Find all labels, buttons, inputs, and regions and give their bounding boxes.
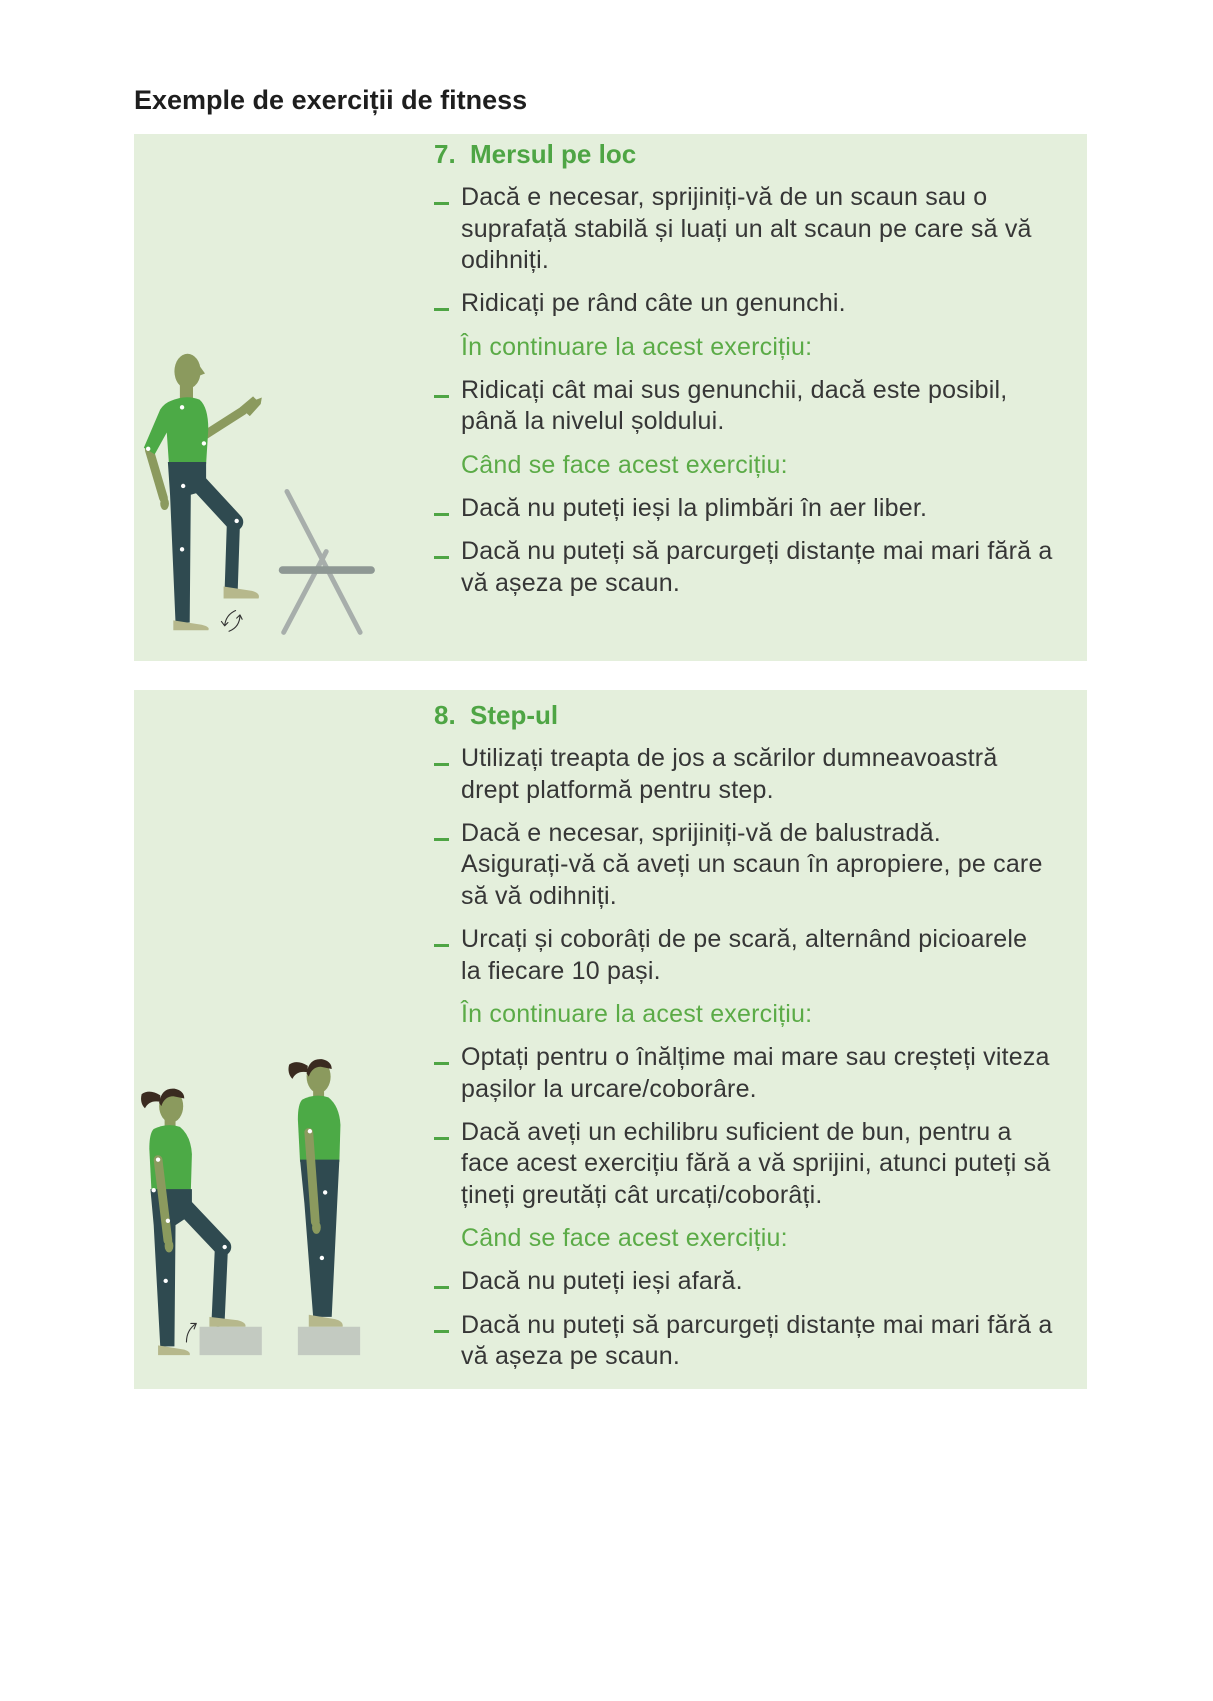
ponytail <box>288 1062 307 1079</box>
list-item-line: până la nivelul șoldului. <box>461 407 725 436</box>
right-foot <box>224 586 259 598</box>
list-item-line: Dacă nu puteți să parcurgeți distanțe mai mari fără a <box>461 1310 1053 1339</box>
left-foot <box>158 1345 190 1355</box>
bullet-dash-icon <box>434 838 449 841</box>
left-leg <box>150 1189 192 1346</box>
person-lifting-knee-figure <box>144 354 262 630</box>
joint-dot <box>235 519 239 523</box>
joint-dot <box>156 1157 160 1161</box>
folding-chair-illustration <box>283 491 371 632</box>
left-foot <box>173 620 208 630</box>
exercise-number: 7. <box>434 139 456 169</box>
list-item-line: Dacă e necesar, sprijiniți-vă de un scaun sau o <box>461 183 988 211</box>
bullet-dash-icon <box>434 202 449 205</box>
list-item <box>434 1117 1074 1212</box>
nose <box>200 366 205 376</box>
list-item-line: pașilor la urcare/coborâre. <box>461 1074 757 1103</box>
joint-dot <box>323 1190 327 1194</box>
exercise-title: Step-ul <box>470 700 559 730</box>
right-foot <box>209 1317 245 1327</box>
list-item <box>434 493 1074 525</box>
list-item-line: odihniți. <box>461 246 549 274</box>
list-item-line: drept platformă pentru step. <box>461 775 774 804</box>
section-subheading: Când se face acest exercițiu: <box>461 450 788 479</box>
list-item-line: suprafață stabilă și luați un alt scaun pe care să vă <box>461 214 1032 243</box>
bullet-dash-icon <box>434 308 449 311</box>
joint-dot <box>180 547 184 551</box>
bullet-dash-icon <box>434 1286 449 1289</box>
list-item-line: la fiecare 10 pași. <box>461 956 661 985</box>
step-exercise-illustration <box>134 690 394 1389</box>
joint-dot <box>152 1188 156 1192</box>
joint-dot <box>222 1245 226 1249</box>
section-subheading: Când se face acest exercițiu: <box>461 1224 788 1252</box>
step-block <box>298 1327 360 1355</box>
person-standing-on-step-figure <box>288 1059 342 1327</box>
bullet-dash-icon <box>434 395 449 398</box>
list-item <box>434 1042 1074 1105</box>
exercise-heading <box>434 699 1074 731</box>
joint-dot <box>308 1129 312 1133</box>
list-item-line: Dacă aveți un echilibru suficient de bun, pentru a <box>461 1117 1012 1146</box>
ponytail <box>141 1092 160 1109</box>
joint-dot <box>166 1219 170 1223</box>
joint-dot <box>180 405 184 409</box>
list-item <box>434 1310 1074 1373</box>
list-item <box>434 375 1074 438</box>
bullet-dash-icon <box>434 1330 449 1333</box>
list-item-line: Dacă nu puteți ieși afară. <box>461 1267 743 1296</box>
list-item-line: Optați pentru o înălțime mai mare sau creșteți viteza <box>461 1043 1050 1071</box>
section-subheading: În continuare la acest exercițiu: <box>461 999 813 1028</box>
list-item-line: face acest exercițiu fără a vă sprijini, atunci puteți să <box>461 1149 1051 1178</box>
list-item-line: vă așeza pe scaun. <box>461 568 681 597</box>
bullet-dash-icon <box>434 944 449 947</box>
hand <box>165 1239 174 1252</box>
motion-arrows-icon <box>221 611 242 632</box>
exercise-panel-step <box>134 690 1087 1389</box>
list-item <box>434 818 1074 913</box>
chair-front-leg <box>284 552 327 633</box>
hand <box>312 1221 321 1234</box>
joint-dot <box>146 447 150 451</box>
bullet-dash-icon <box>434 1137 449 1140</box>
exercise-heading <box>434 138 1074 170</box>
legs <box>300 1160 339 1317</box>
list-item <box>434 924 1074 987</box>
left-leg <box>168 462 206 623</box>
joint-dot <box>181 484 185 488</box>
exercise-title: Mersul pe loc <box>470 139 637 169</box>
step-up-arrow-icon <box>186 1323 196 1342</box>
section-subheading: În continuare la acest exercițiu: <box>461 332 813 361</box>
list-item <box>434 536 1074 599</box>
page-title: Exemple de exerciții de fitness <box>134 85 528 115</box>
left-hand <box>160 497 169 510</box>
right-shin <box>231 523 233 589</box>
list-item-line: Urcați și coborâți de pe scară, alternând picioarele <box>461 925 1028 953</box>
step-block <box>200 1327 262 1355</box>
list-item-line: Dacă e necesar, sprijiniți-vă de balustradă. <box>461 818 941 847</box>
list-item-line: Ridicați pe rând câte un genunchi. <box>461 289 846 318</box>
right-arm <box>204 411 243 436</box>
bullet-dash-icon <box>434 1062 449 1065</box>
exercise-text-marching <box>434 138 1074 599</box>
bullet-dash-icon <box>434 763 449 766</box>
right-shin <box>218 1248 221 1320</box>
list-item <box>434 288 1074 320</box>
person-stepping-up-figure <box>141 1089 246 1356</box>
joint-dot <box>320 1256 324 1260</box>
list-item-line: Asigurați-vă că aveți un scaun în apropiere, pe care <box>461 850 1043 879</box>
list-item <box>434 1266 1074 1298</box>
exercise-text-step <box>434 699 1074 1373</box>
joint-dot <box>164 1279 168 1283</box>
bullet-dash-icon <box>434 513 449 516</box>
bullet-dash-icon <box>434 556 449 559</box>
exercise-panel-marching <box>134 134 1087 661</box>
list-item-line: Dacă nu puteți să parcurgeți distanțe mai mari fără a <box>461 537 1053 565</box>
exercise-number: 8. <box>434 700 456 730</box>
list-item <box>434 743 1074 806</box>
left-arm <box>149 450 163 498</box>
list-item <box>434 182 1074 277</box>
list-item-line: să vă odihniți. <box>461 881 617 910</box>
list-item-line: vă așeza pe scaun. <box>461 1342 681 1370</box>
shirt <box>298 1096 341 1162</box>
list-item-line: Utilizați treapta de jos a scărilor dumneavoastră <box>461 744 998 772</box>
list-item-line: Ridicați cât mai sus genunchii, dacă este posibil, <box>461 375 1008 404</box>
joint-dot <box>202 441 206 445</box>
list-item-line: Dacă nu puteți ieși la plimbări în aer liber. <box>461 493 928 522</box>
marching-in-place-illustration <box>134 134 394 661</box>
list-item-line: țineți greutăți cât urcați/coborâți. <box>461 1180 823 1209</box>
